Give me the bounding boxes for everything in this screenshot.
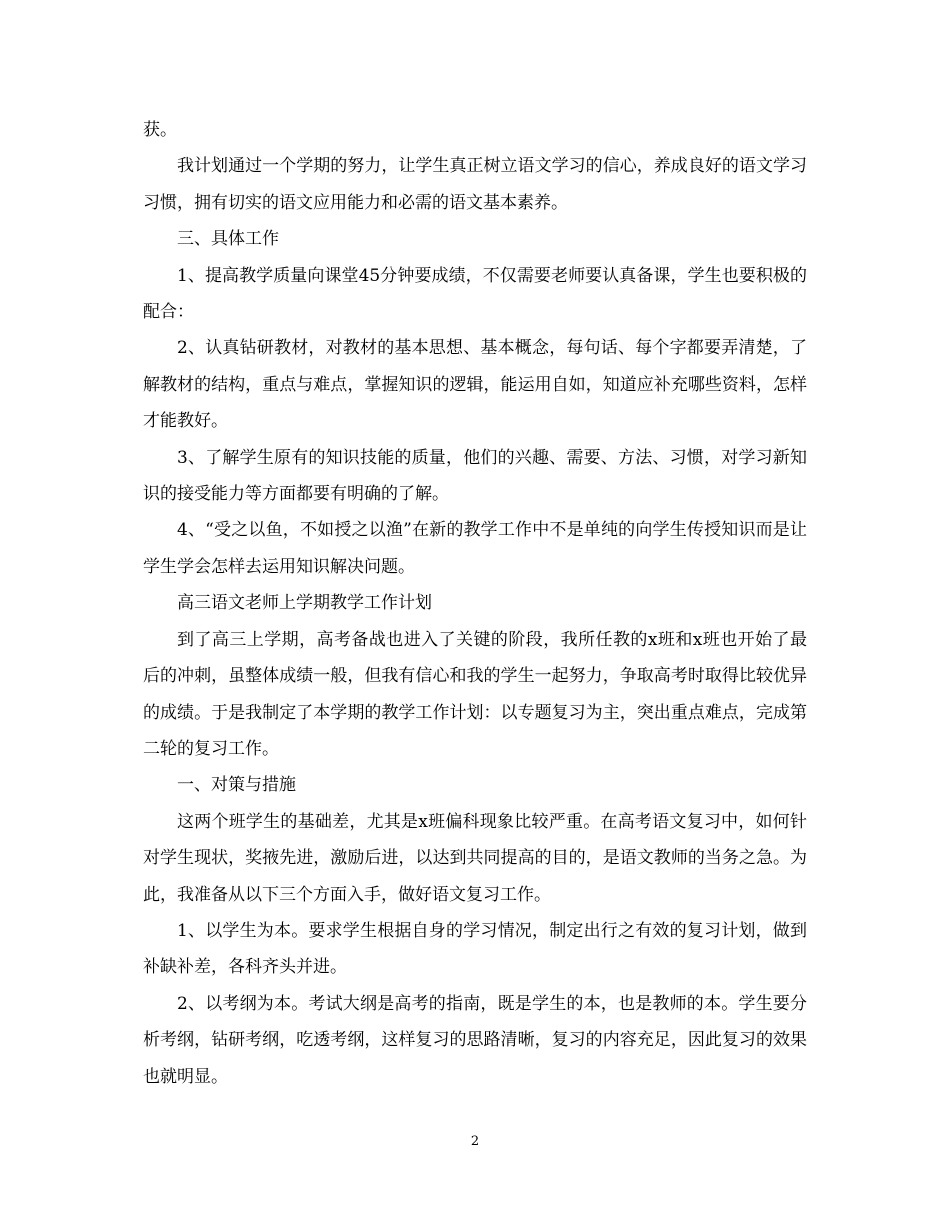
page-body — [143, 112, 807, 1095]
page-number: 2 — [470, 1134, 480, 1149]
section-heading-measures: 一、对策与措施 — [177, 775, 296, 796]
paragraph-item-4: 4、“受之以鱼，不如授之以渔”在新的教学工作中不是单纯的向学生传授知识而是让学生学会怎样去运用知识解决问题。 — [143, 520, 807, 577]
paragraph-measure-2: 2、以考纲为本。考试大纲是高考的指南，既是学生的本，也是教师的本。学生要分析考纲，钻研考纲，吃透考纲，这样复习的思路清晰，复习的内容充足，因此复习的效果也就明显。 — [143, 993, 807, 1087]
paragraph-continuation: 获。 — [143, 120, 177, 140]
paragraph-measure-1: 1、以学生为本。要求学生根据自身的学习情况，制定出行之有效的复习计划，做到补缺补差，各科齐头并进。 — [143, 920, 807, 978]
paragraph-intro-senior: 到了高三上学期，高考备战也进入了关键的阶段，我所任教的x班和x班也开始了最后的冲刺，虽整体成绩一般，但我有信心和我的学生一起努力，争取高考时取得比较优异的成绩。于是我制定了本学期的教学工作计划：以专题复习为主，突出重点难点，完成第二轮的复习工作。 — [143, 629, 807, 759]
paragraph-plan-goal: 我计划通过一个学期的努力，让学生真正树立语文学习的信心，养成良好的语文学习习惯，拥有切实的语文应用能力和必需的语文基本素养。 — [143, 156, 807, 213]
paragraph-item-3: 3、了解学生原有的知识技能的质量，他们的兴趣、需要、方法、习惯，对学习新知识的接受能力等方面都要有明确的了解。 — [143, 447, 807, 505]
section-heading-specific-work: 三、具体工作 — [177, 229, 279, 250]
paragraph-item-1: 1、提高教学质量向课堂45分钟要成绩，不仅需要老师要认真备课，学生也要积极的配合： — [143, 265, 807, 323]
paragraph-measures-intro: 这两个班学生的基础差，尤其是x班偏科现象比较严重。在高考语文复习中，如何针对学生现状，奖掖先进，激励后进，以达到共同提高的目的，是语文教师的当务之急。为此，我准备从以下三个方面入手，做好语文复习工作。 — [143, 811, 807, 905]
document-title-senior-plan: 高三语文老师上学期教学工作计划 — [177, 593, 432, 614]
paragraph-item-2: 2、认真钻研教材，对教材的基本思想、基本概念，每句话、每个字都要弄清楚，了解教材的结构，重点与难点，掌握知识的逻辑，能运用自如，知道应补充哪些资料，怎样才能教好。 — [143, 338, 807, 432]
